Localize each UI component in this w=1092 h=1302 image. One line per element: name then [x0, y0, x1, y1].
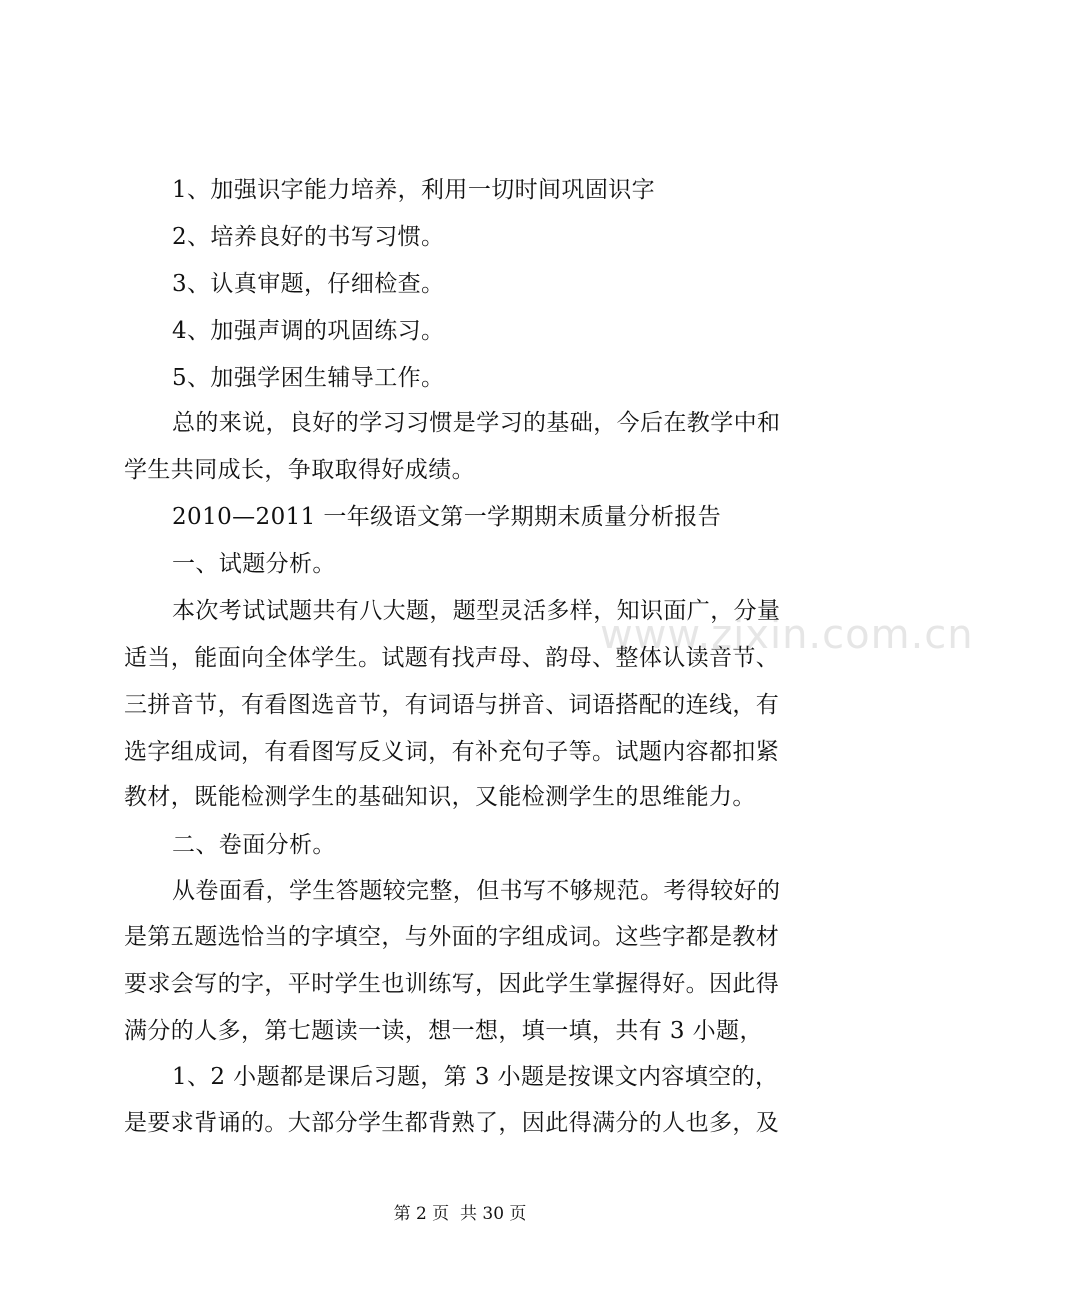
list-item-4: 4、加强声调的巩固练习。 — [172, 318, 445, 344]
section-heading: 二、卷面分析。 — [172, 832, 336, 858]
paragraph-line: 教材，既能检测学生的基础知识，又能检测学生的思维能力。 — [124, 784, 756, 810]
paragraph-line: 1、2 小题都是课后习题，第 3 小题是按课文内容填空的， — [172, 1064, 779, 1090]
paragraph-line: 总的来说，良好的学习习惯是学习的基础，今后在教学中和 — [172, 410, 781, 436]
paragraph-line: 从卷面看，学生答题较完整，但书写不够规范。考得较好的 — [172, 878, 781, 904]
paragraph-line: 选字组成词，有看图写反义词，有补充句子等。试题内容都扣紧 — [124, 739, 780, 765]
page-footer: 第 2 页 共 30 页 — [393, 1204, 527, 1224]
paragraph-line: 三拼音节，有看图选音节，有词语与拼音、词语搭配的连线，有 — [124, 692, 780, 718]
watermark: www.zixin.com.cn — [600, 612, 974, 658]
list-item-1: 1、加强识字能力培养，利用一切时间巩固识字 — [172, 177, 656, 203]
list-item-2: 2、培养良好的书写习惯。 — [172, 224, 445, 250]
paragraph-line: 适当，能面向全体学生。试题有找声母、韵母、整体认读音节、 — [124, 645, 780, 671]
paragraph-line: 满分的人多，第七题读一读，想一想，填一填，共有 3 小题， — [124, 1018, 763, 1044]
section-heading: 一、试题分析。 — [172, 551, 336, 577]
paragraph-line: 要求会写的字，平时学生也训练写，因此学生掌握得好。因此得 — [124, 971, 780, 997]
report-title: 2010—2011 一年级语文第一学期期末质量分析报告 — [172, 504, 722, 530]
paragraph-line: 是要求背诵的。大部分学生都背熟了，因此得满分的人也多，及 — [124, 1110, 780, 1136]
paragraph-line: 是第五题选恰当的字填空，与外面的字组成词。这些字都是教材 — [124, 924, 780, 950]
paragraph-line: 本次考试试题共有八大题，题型灵活多样，知识面广，分量 — [172, 598, 781, 624]
list-item-5: 5、加强学困生辅导工作。 — [172, 365, 445, 391]
paragraph-line: 学生共同成长，争取取得好成绩。 — [124, 457, 475, 483]
list-item-3: 3、认真审题，仔细检查。 — [172, 271, 445, 297]
